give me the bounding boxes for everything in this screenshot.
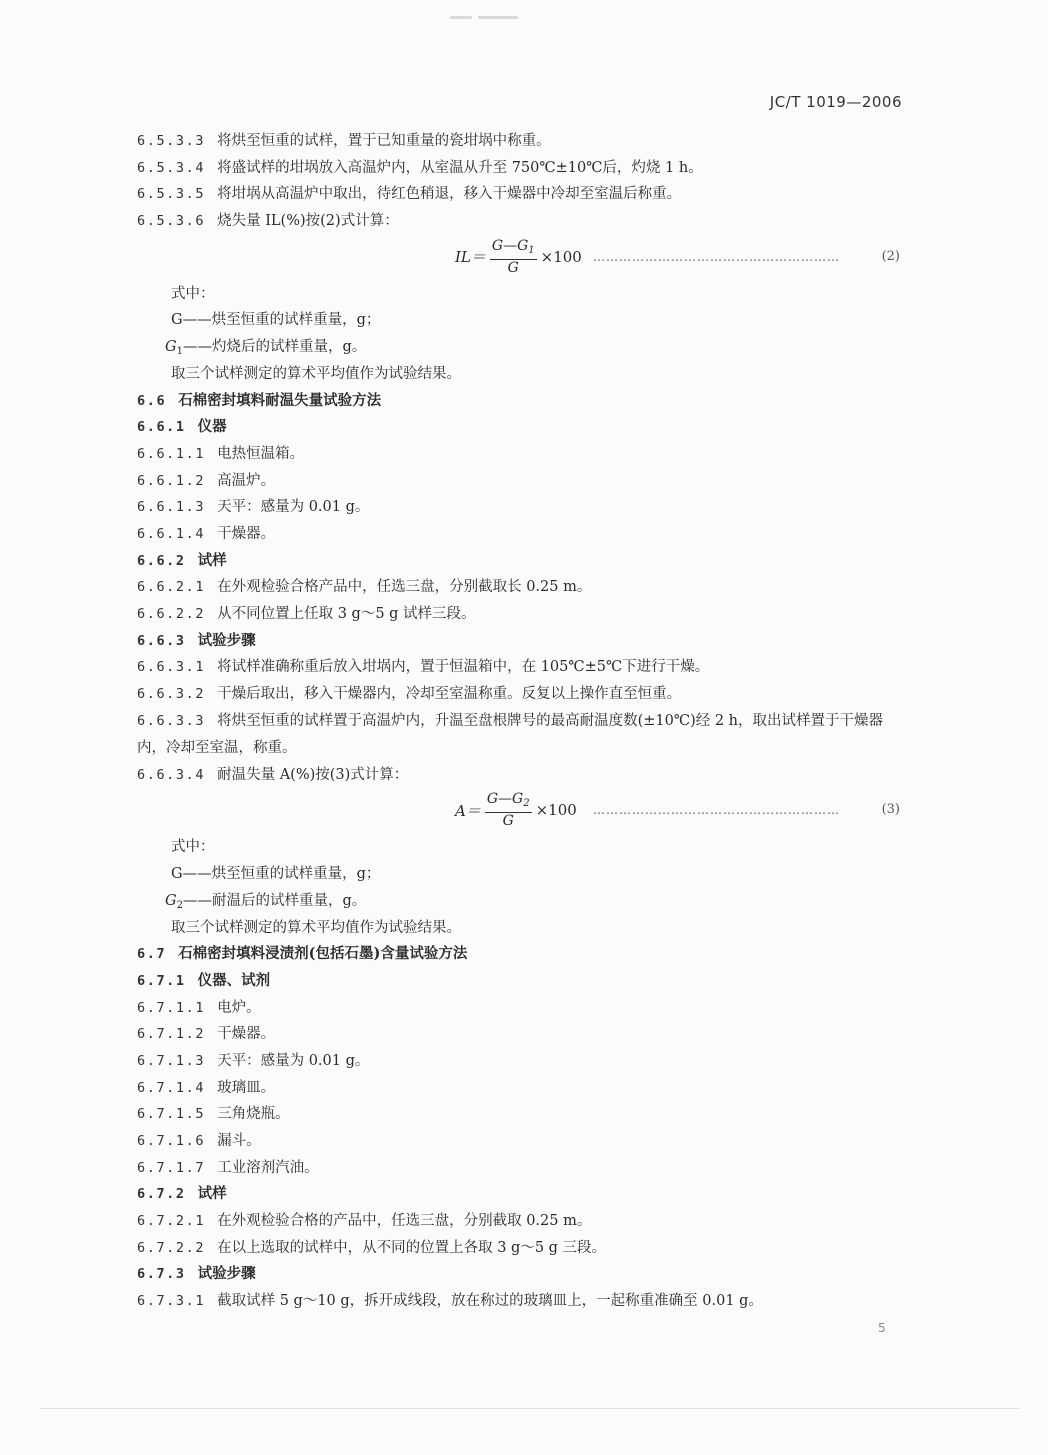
paragraph-line [137, 181, 900, 208]
scan-edge-line [40, 1408, 1020, 1409]
paragraph-line [137, 1235, 900, 1262]
paragraph-line [137, 601, 900, 628]
clause-number: 6.7.1.5 [137, 1106, 206, 1123]
paragraph-line [137, 1288, 900, 1315]
clause-text: 试验步骤 [197, 631, 256, 649]
where-g2: $G_2——$耐温后的试样重量，g。 [165, 892, 367, 911]
clause-number: 6.6.3 [137, 632, 186, 649]
clause-text: 石棉密封填料耐温失量试验方法 [178, 391, 382, 409]
where-g: G——烘至恒重的试样重量，g； [171, 866, 381, 883]
formula-lhs: IL＝ [455, 248, 486, 267]
formula-lhs: A＝ [455, 801, 481, 820]
formula-fraction: $\frac{G—G_2}{G}$ [486, 791, 530, 830]
clause-number: 6.7.3 [137, 1266, 186, 1283]
formula-multiplier: ×100 [535, 801, 577, 820]
clause-text: 截取试样 5 g～10 g，拆开成线段，放在称过的玻璃皿上，一起称重准确至 0.01 g。 [217, 1293, 763, 1310]
clause-text: 干燥后取出，移入干燥器内，冷却至室温称重。反复以上操作直至恒重。 [217, 686, 682, 703]
clause-text: 干燥器。 [217, 525, 276, 542]
top-scan-artifact [450, 4, 580, 12]
clause-text: 干燥器。 [217, 1026, 276, 1043]
paragraph-line [137, 1208, 900, 1235]
clause-text: 高温炉。 [217, 472, 276, 489]
clause-number: 6.7.3.1 [137, 1293, 206, 1310]
paragraph-line [137, 654, 900, 681]
paragraph-line [137, 521, 900, 548]
equation-number: (3) [881, 802, 900, 818]
clause-number: 6.5.3.4 [137, 159, 206, 176]
fraction-numerator: G—G [486, 791, 524, 808]
clause-text: 工业溶剂汽油。 [217, 1159, 319, 1176]
clause-text: 试样 [197, 551, 227, 569]
clause-number: 6.7.1.6 [137, 1133, 206, 1149]
clause-number: 6.6.2.2 [137, 606, 206, 622]
conclusion: 取三个试样测定的算术平均值作为试验结果。 [171, 919, 461, 936]
paragraph-line [137, 1021, 900, 1048]
clause-number: 6.6.2 [137, 552, 186, 569]
paragraph-line [137, 468, 900, 495]
fraction-numerator: G—G [491, 237, 529, 254]
clause-text: 将盛试样的坩埚放入高温炉内，从室温从升至 750℃±10℃后，灼烧 1 h。 [217, 159, 703, 176]
leader-dots: ………………………………………………… [593, 249, 840, 264]
clause-text: 在外观检验合格的产品中，任选三盘，分别截取 0.25 m。 [217, 1213, 592, 1230]
clause-number: 6.7.1.7 [137, 1159, 206, 1176]
clause-number: 6.5.3.5 [137, 186, 206, 203]
clause-number: 6.7.1.4 [137, 1079, 206, 1096]
where-label: 式中： [171, 285, 215, 302]
clause-text: 天平：感量为 0.01 g。 [217, 1052, 370, 1069]
clause-number: 6.7.2.2 [137, 1239, 206, 1256]
clause-number: 6.6.3.1 [137, 659, 206, 676]
paragraph-line [137, 1075, 900, 1102]
clause-number: 6.7.1 [137, 972, 186, 989]
leader-dots: ………………………………………………… [593, 803, 840, 818]
clause-number: 6.7.1.2 [137, 1026, 206, 1043]
paragraph-line [137, 1181, 900, 1208]
paragraph-line [137, 995, 900, 1022]
clause-text: 漏斗。 [217, 1133, 261, 1149]
paragraph-line [137, 1155, 900, 1182]
clause-number: 6.5.3.3 [137, 133, 206, 149]
section-6-7 [137, 941, 900, 1315]
formula-2-expression [455, 237, 582, 277]
paragraph-line [137, 681, 900, 708]
paragraph-line [137, 574, 900, 601]
equation-number: (2) [881, 248, 900, 264]
paragraph-line [137, 441, 900, 468]
clause-number: 6.6 [137, 392, 167, 409]
paragraph-line [137, 155, 900, 182]
clause-text: 天平：感量为 0.01 g。 [217, 499, 370, 516]
clause-number: 6.6.1 [137, 419, 186, 436]
clause-text: 三角烧瓶。 [217, 1106, 290, 1123]
section-6-6 [137, 388, 900, 708]
clause-number: 6.6.2.1 [137, 579, 206, 596]
clause-text: 电炉。 [217, 999, 261, 1016]
clause-text: 将烘至恒重的试样，置于已知重量的瓷坩埚中称重。 [217, 133, 551, 149]
clause-text: 电热恒温箱。 [217, 445, 305, 462]
clause-text: 从不同位置上任取 3 g～5 g 试样三段。 [217, 606, 476, 622]
page-number: 5 [878, 1321, 886, 1335]
section-6-5-3 [137, 128, 900, 235]
paragraph-line [137, 628, 900, 655]
paragraph-line [137, 494, 900, 521]
document-body [137, 128, 900, 1315]
clause-text: 在以上选取的试样中，从不同的位置上各取 3 g～5 g 三段。 [217, 1239, 607, 1256]
formula-3 [137, 790, 900, 830]
fraction-denominator: G [507, 259, 519, 276]
paragraph-line [137, 1048, 900, 1075]
clause-text: 石棉密封填料浸渍剂(包括石墨)含量试验方法 [178, 945, 468, 963]
clause-number: 6.7 [137, 946, 167, 963]
clause-text: 烧失量 IL(%)按(2)式计算： [217, 213, 399, 230]
clause-number: 6.6.1.4 [137, 525, 206, 542]
formula-3-expression [455, 790, 577, 830]
clause-number: 6.6.1.3 [137, 499, 206, 516]
formula-2 [137, 237, 900, 277]
paragraph-line [137, 388, 900, 415]
formula-fraction: $\frac{G—G_1}{G}$ [491, 237, 535, 276]
paragraph-6-6-3-3: 6.6.3.3 将烘至恒重的试样置于高温炉内，升温至盘根牌号的最高耐温度数(±10℃)经 2 h，取出试样置于干燥器内，冷却至室温，称重。 [137, 712, 884, 756]
paragraph-line [137, 968, 900, 995]
fraction-denominator: G [502, 813, 514, 830]
clause-number: 6.7.1.1 [137, 999, 206, 1016]
paragraph-line [137, 941, 900, 968]
clause-text: 将坩埚从高温炉中取出，待红色稍退，移入干燥器中冷却至室温后称重。 [217, 186, 682, 203]
clause-text: 在外观检验合格产品中，任选三盘，分别截取长 0.25 m。 [217, 579, 592, 596]
clause-number: 6.5.3.6 [137, 213, 206, 230]
where-g1: $G_1——$灼烧后的试样重量，g。 [165, 339, 367, 358]
clause-number: 6.7.1.3 [137, 1052, 206, 1069]
clause-text: 将试样准确称重后放入坩埚内，置于恒温箱中，在 105℃±5℃下进行干燥。 [217, 659, 710, 676]
paragraph-line [137, 128, 900, 155]
clause-number: 6.6.1.1 [137, 445, 206, 462]
clause-text: 仪器 [197, 418, 227, 436]
paragraph-line [137, 1261, 900, 1288]
standard-code: JC/T 1019—2006 [769, 93, 902, 111]
clause-number: 6.6.3.2 [137, 686, 206, 703]
paragraph-line [137, 1128, 900, 1155]
paragraph-line [137, 1101, 900, 1128]
where-label: 式中： [171, 839, 215, 856]
clause-number: 6.6.1.2 [137, 472, 206, 489]
conclusion: 取三个试样测定的算术平均值作为试验结果。 [171, 365, 461, 382]
where-g: G——烘至恒重的试样重量，g； [171, 312, 381, 329]
clause-text: 仪器、试剂 [197, 971, 271, 989]
clause-text: 试样 [197, 1185, 227, 1203]
paragraph-6-6-3-4: 6.6.3.4 耐温失量 A(%)按(3)式计算： [137, 766, 409, 783]
clause-text: 玻璃皿。 [217, 1079, 276, 1096]
paragraph-line [137, 548, 900, 575]
clause-number: 6.7.2.1 [137, 1213, 206, 1230]
clause-text: 试验步骤 [197, 1265, 256, 1283]
paragraph-line [137, 414, 900, 441]
paragraph-line [137, 208, 900, 235]
formula-multiplier: ×100 [540, 247, 582, 266]
clause-number: 6.7.2 [137, 1186, 186, 1203]
